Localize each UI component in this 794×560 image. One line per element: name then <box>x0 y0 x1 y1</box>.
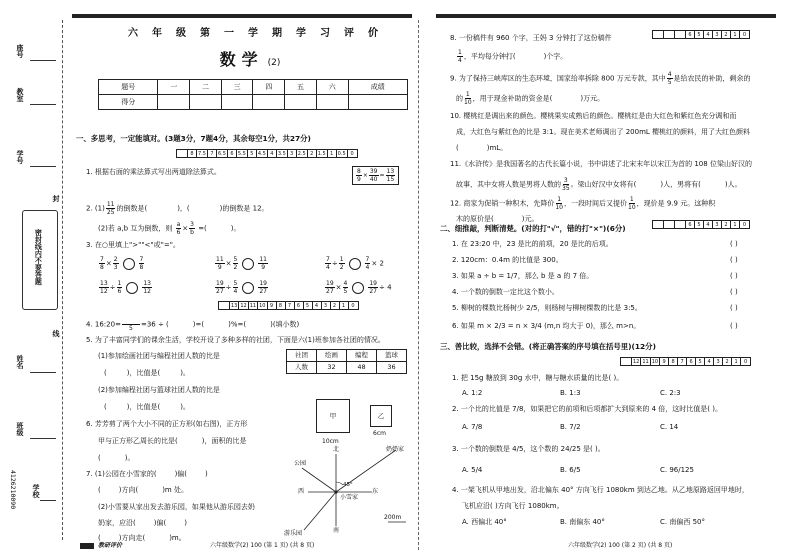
grade-cell[interactable]: 2 <box>722 31 731 38</box>
q8-fraction: $\frac{1}{4}$ <box>458 49 462 64</box>
map-scale-label: 200m <box>384 514 402 521</box>
grade-cell[interactable]: 0.5 <box>337 151 346 157</box>
grade-cell[interactable] <box>653 221 664 228</box>
q3-item-2: $\frac{11}{9}$ × $\frac{5}{2}$ $\frac{11}{9}$ <box>216 256 267 271</box>
mc-4-option-b[interactable]: B. 南偏东 40° <box>560 518 605 526</box>
grade-cell[interactable]: 4 <box>704 221 713 228</box>
q5-2-text: (2)参加编程社团与篮球社团人数的比是 <box>98 386 220 394</box>
q11-line2: 故事，其中女将人数是男将人数的 $\frac{3}{35}$ 。梁山好汉中女将有( )人，男将有( )人。 <box>456 177 742 192</box>
club-table-header <box>287 350 407 362</box>
grade-cell[interactable]: 5 <box>695 31 704 38</box>
grade-cell[interactable]: 2 <box>331 302 340 309</box>
q2-fraction: $\frac{11}{25}$ <box>106 201 115 216</box>
score-entry[interactable] <box>158 95 190 110</box>
exam-code: 4126210090 <box>8 470 17 510</box>
grade-cell[interactable]: 7 <box>678 358 687 365</box>
margin-label-id: 学号 <box>16 150 24 164</box>
exam-title: 六年级第一学期学习评价 <box>128 28 392 39</box>
grade-cell[interactable]: 7.5 <box>198 151 206 157</box>
square-a: 甲 <box>316 399 350 433</box>
grade-cell[interactable]: 11 <box>642 359 649 365</box>
q9-fraction: $\frac{4}{5}$ <box>667 71 672 86</box>
grade-cell[interactable]: 7 <box>286 302 295 309</box>
score-entry[interactable] <box>190 95 222 110</box>
map-path-funpark <box>304 492 336 530</box>
q2-1: 2. (1) $\frac{11}{25}$ 的倒数是( )，( )的倒数是 12。 <box>86 201 269 216</box>
grade-cell[interactable]: 4.5 <box>257 151 266 157</box>
grade-cell[interactable]: 1 <box>340 302 349 309</box>
grade-box-1 <box>176 149 358 158</box>
subject-edition: (2) <box>267 58 281 68</box>
grade-cell[interactable]: 5 <box>696 358 705 365</box>
grade-cell[interactable]: 6 <box>686 221 695 228</box>
score-cell: 五 <box>285 80 317 95</box>
q12-fraction-2: $\frac{1}{10}$ <box>628 196 636 211</box>
score-cell: 一 <box>158 80 190 95</box>
grade-cell[interactable]: 8 <box>277 302 286 309</box>
map-south: 南 <box>333 527 340 534</box>
grade-cell[interactable]: 6 <box>686 31 695 38</box>
mc-3-option-c[interactable]: C. 96/125 <box>660 466 694 474</box>
tf-answer-3[interactable]: ( ) <box>730 272 738 280</box>
q5-1-answer: ( )，比值是( )。 <box>104 369 190 377</box>
grade-box-12 <box>652 220 750 229</box>
q12-line2: 木的原价是( )元。 <box>456 215 539 223</box>
grade-cell[interactable]: 11 <box>249 303 257 309</box>
compare-circle[interactable] <box>123 258 135 270</box>
score-cell: 二 <box>190 80 222 95</box>
footer-brand-mark <box>80 543 94 549</box>
tf-answer-4[interactable]: ( ) <box>730 288 738 296</box>
mc-2-option-c[interactable]: C. 14 <box>660 423 679 431</box>
q9-fraction-2: $\frac{1}{10}$ <box>464 91 472 106</box>
map-grandma: 奶奶家 <box>386 446 405 453</box>
tf-item-5: 5. 柳树的棵数比杨树少 2/5，则杨树与柳树棵数的比是 3:5。 <box>452 304 642 312</box>
map-home: 小雪家 <box>340 494 359 501</box>
club-cell: 编程 <box>347 350 377 362</box>
seal-dash-line <box>62 20 63 540</box>
margin-field-class[interactable] <box>30 438 56 439</box>
q7-2-text: (2)小雪要从家出发去游乐园，如果他从游乐园去奶 <box>98 503 255 511</box>
grade-cell[interactable]: 0 <box>742 222 747 228</box>
grade-cell[interactable] <box>219 302 230 309</box>
mc-1-option-b[interactable]: B. 1:3 <box>560 389 581 397</box>
grade-cell[interactable]: 1 <box>732 358 741 365</box>
club-cell: 人数 <box>287 362 317 374</box>
grade-cell[interactable] <box>621 358 632 365</box>
cut-mark-line: 线 <box>52 330 60 337</box>
q5-1-text: (1)参加绘画社团与编程社团人数的比是 <box>98 352 220 360</box>
q11-text: 11.《水浒传》是我国著名的古代长篇小说，书中讲述了北宋末年以宋江为首的 108 位梁山好汉的 <box>450 160 752 168</box>
page-divider <box>418 20 419 550</box>
grade-cell[interactable]: 5 <box>304 302 313 309</box>
tf-answer-2[interactable]: ( ) <box>730 256 738 264</box>
q2-2: (2)若 a,b 互为倒数，则 $\frac{a}{6}$ × $\frac{3}{b}$ =( )。 <box>98 221 241 236</box>
grade-cell[interactable]: 8 <box>669 358 678 365</box>
section-2-heading: 二、细推敲，判断清楚。(对的打"√"，错的打"×")(6分) <box>440 224 626 233</box>
q3-item-1: $\frac{7}{8}$ × $\frac{2}{3}$ $\frac{7}{8}$ <box>100 256 144 271</box>
square-b-size: 6cm <box>373 430 386 437</box>
q10-text: 10. 樱桃红是调出来的颜色。樱桃果实成熟后的颜色。樱桃红是由大红色和紫红色充分调和而 <box>450 112 737 120</box>
grade-cell[interactable]: 10 <box>259 303 266 309</box>
grade-box-8 <box>652 30 750 39</box>
q10-line3: ( )mL。 <box>456 144 508 152</box>
grade-cell[interactable]: 0 <box>350 151 354 157</box>
tf-item-6: 6. 如果 m × 2/3 = n × 3/4 (m,n 均大于 0)，那么 m>n。 <box>452 322 641 330</box>
mc-1-question: 1. 把 15g 糖放到 30g 水中，糖与糖水质量的比是( )。 <box>452 374 624 382</box>
mc-4-question: 4. 一架飞机从甲地出发，沿北偏东 40° 方向飞行 1080km 到达乙地。从乙地原路返回甲地时， <box>452 486 749 494</box>
q6-line3: ( )。 <box>98 454 135 462</box>
q4-fraction[interactable]: 5 <box>122 317 140 332</box>
club-cell: 绘画 <box>317 350 347 362</box>
grade-cell[interactable]: 3 <box>713 221 722 228</box>
square-a-size: 10cm <box>322 438 339 445</box>
map-angle-arc <box>336 482 343 485</box>
grade-cell[interactable]: 6 <box>687 358 696 365</box>
q5-text: 5. 为了丰富同学们的课余生活，学校开设了多种多样的社团，下面是六(1)班参加各社团的情况。 <box>86 336 385 344</box>
q3-item-3: $\frac{7}{4}$ ÷ $\frac{1}{2}$ $\frac{7}{4}$ × 2 <box>326 256 384 271</box>
grade-cell[interactable]: 3 <box>288 150 297 157</box>
score-entry[interactable] <box>348 95 407 110</box>
grade-cell[interactable]: 4 <box>268 150 277 157</box>
q7-1-text: 7. (1)公园在小雪家的( )偏( ) <box>86 470 208 478</box>
margin-field-name[interactable] <box>30 372 56 373</box>
margin-field-room[interactable] <box>30 104 56 105</box>
grade-cell[interactable]: 2 <box>308 150 317 157</box>
club-cell: 48 <box>347 362 377 374</box>
club-table <box>286 349 407 374</box>
subject-name: 数学 <box>219 50 264 69</box>
score-entry[interactable] <box>253 95 285 110</box>
margin-field-id[interactable] <box>30 166 56 167</box>
score-entry[interactable] <box>221 95 253 110</box>
club-cell: 篮球 <box>377 350 407 362</box>
mc-3-option-b[interactable]: B. 6/5 <box>560 466 581 474</box>
score-cell: 六 <box>316 80 348 95</box>
map-angle-label: 45° <box>343 482 353 488</box>
grade-cell[interactable]: 0 <box>744 359 748 365</box>
q7-2-line3: ( )方向走( )m。 <box>98 534 186 542</box>
grade-cell[interactable]: 9 <box>268 302 277 309</box>
grade-cell[interactable]: 0 <box>351 303 355 309</box>
mc-2-question: 2. 一个比的比值是 7/8，如果把它的前项和后项都扩大到原来的 4 倍，这时比值是( )。 <box>452 405 722 413</box>
footer-page-right: 六年级数学(2) 100 (第 2 页) (共 8 页) <box>568 542 673 549</box>
mc-2-option-a[interactable]: A. 7/8 <box>462 423 483 431</box>
q10-line2: 成，大红色与紫红色的比是 3:1。现在美术老师调出了 200mL 樱桃红的颜料，用了大红色颜料 <box>456 128 751 136</box>
grade-cell[interactable]: 3 <box>714 358 723 365</box>
q9-text: 9. 为了保持三峡库区的生态环境，国家给率拆除 800 万元专款，其中 $\frac{4}{5}$ 是给农民的补助，剩余的 <box>450 71 751 86</box>
q7-2-line2: 奶家，应沿( )偏( ) <box>98 519 187 527</box>
grade-cell[interactable]: 1.5 <box>317 151 326 157</box>
grade-cell[interactable]: 12 <box>240 303 247 309</box>
grade-box-3 <box>218 301 359 310</box>
score-entry[interactable] <box>285 95 317 110</box>
grade-cell[interactable]: 3 <box>322 302 331 309</box>
club-table-row <box>287 362 407 374</box>
q8-line2: $\frac{1}{4}$ ，平均每分钟打( )个字。 <box>458 49 568 64</box>
grade-cell[interactable]: 3.5 <box>277 151 286 157</box>
section-3-heading: 三、善比较，选择不会错。(将正确答案的序号填在括号里)(12分) <box>440 342 656 351</box>
mc-1-option-c[interactable]: C. 2:3 <box>660 389 681 397</box>
q8-text: 8. 一份稿件有 960 个字，王妈 3 分钟打了这份稿件 <box>450 34 612 42</box>
grade-cell[interactable]: 2.5 <box>297 151 306 157</box>
score-label: 得分 <box>99 95 158 110</box>
score-entry[interactable] <box>316 95 348 110</box>
top-bar-left <box>72 14 412 18</box>
margin-label-school: 学校 <box>32 484 40 498</box>
map-east: 东 <box>372 488 379 495</box>
grade-cell[interactable]: 4 <box>313 302 322 309</box>
grade-cell[interactable]: 0 <box>742 32 747 38</box>
seal-box <box>22 210 58 310</box>
margin-label-seat: 座号 <box>16 44 24 58</box>
compare-circle[interactable] <box>126 282 138 294</box>
tf-answer-1[interactable]: ( ) <box>730 240 738 248</box>
square-b: 乙 <box>370 405 392 427</box>
grade-cell[interactable]: 6 <box>295 302 304 309</box>
grade-cell[interactable]: 1 <box>731 31 740 38</box>
cut-mark-seal: 封 <box>52 195 60 202</box>
q6-line2: 甲与正方形乙周长的比是( )，面积的比是 <box>98 437 247 445</box>
score-cell: 题号 <box>99 80 158 95</box>
q12-fraction: $\frac{1}{10}$ <box>555 196 563 211</box>
q1-text: 1. 根据右面的乘法算式写出两道除法算式。 <box>86 168 221 176</box>
compare-circle[interactable] <box>242 282 254 294</box>
mc-4-option-c[interactable]: C. 南偏西 50° <box>660 518 705 526</box>
margin-field-school[interactable] <box>40 500 56 501</box>
top-bar-right <box>436 14 776 18</box>
compare-circle[interactable] <box>242 258 254 270</box>
grade-cell[interactable]: 5 <box>695 221 704 228</box>
grade-cell[interactable]: 6 <box>228 150 237 157</box>
grade-cell[interactable]: 7 <box>208 150 217 157</box>
score-table-header-row <box>99 80 408 95</box>
q1-formula-box: $\frac{8}{9}$ × $\frac{39}{40}$ = $\frac{13}{15}$ <box>352 166 399 185</box>
tf-item-1: 1. 在 23:20 中，23 是比的前项，20 是比的后项。 <box>452 240 613 248</box>
q5-2-answer: ( )，比值是( )。 <box>104 403 190 411</box>
mc-3-question: 3. 一个数的倒数是 4/5，这个数的 24/25 是( )。 <box>452 445 605 453</box>
q3-item-4: $\frac{13}{12}$ ÷ $\frac{1}{6}$ $\frac{13}{12}$ <box>100 280 151 295</box>
compare-circle[interactable] <box>349 258 361 270</box>
footer-page-left: 六年级数学(2) 100 (第 1 页) (共 8 页) <box>210 542 315 549</box>
grade-cell[interactable] <box>675 31 686 38</box>
binding-margin <box>0 0 62 560</box>
q6-text: 6. 芳芳剪了两个大小不同的正方形(如右图)，正方形 <box>86 420 248 428</box>
q4-text: 4. 16:20= 5 =36 ÷ ( )=( )%=( )(填小数) <box>86 317 299 332</box>
grade-cell[interactable]: 1 <box>328 150 337 157</box>
seal-text: 密封线内不要答题 <box>34 229 43 285</box>
mc-4-question-line2: 飞机应沿( )方向飞行 1080km。 <box>462 502 564 510</box>
tf-item-4: 4. 一个数的倒数一定比这个数小。 <box>452 288 559 296</box>
grade-cell[interactable]: 9 <box>660 358 669 365</box>
q3-text: 3. 在○里填上">""<"或"="。 <box>86 241 180 249</box>
mc-4-option-a[interactable]: A. 西偏北 40° <box>462 518 507 526</box>
grade-cell[interactable]: 2 <box>722 221 731 228</box>
grade-box-section3 <box>620 357 751 366</box>
grade-cell[interactable]: 13 <box>231 303 238 309</box>
grade-cell[interactable]: 5 <box>248 150 257 157</box>
mc-2-option-b[interactable]: B. 7/2 <box>560 423 581 431</box>
grade-cell[interactable]: 3 <box>713 31 722 38</box>
grade-cell[interactable]: 10 <box>651 359 659 365</box>
q3-item-5: $\frac{19}{27}$ ÷ $\frac{5}{4}$ $\frac{19}{27}$ <box>216 280 267 295</box>
subject-title <box>180 50 320 69</box>
margin-field-seat[interactable] <box>30 60 56 61</box>
tf-answer-6[interactable]: ( ) <box>730 322 738 330</box>
grade-cell[interactable]: 12 <box>633 359 640 365</box>
grade-cell[interactable] <box>664 31 675 38</box>
mc-3-option-a[interactable]: A. 5/4 <box>462 466 483 474</box>
q3-item-6: $\frac{19}{27}$ × $\frac{4}{5}$ $\frac{19}{27}$ ÷ 4 <box>326 280 392 295</box>
score-cell: 四 <box>253 80 285 95</box>
q9-line2: 的 $\frac{1}{10}$ ，用于现金补助的资金是( )万元。 <box>456 91 605 106</box>
q11-fraction: $\frac{3}{35}$ <box>562 177 570 192</box>
map-west: 西 <box>298 488 305 495</box>
tf-item-3: 3. 如果 a ÷ b = 1/7，那么 b 是 a 的 7 倍。 <box>452 272 594 280</box>
club-cell: 36 <box>377 362 407 374</box>
tf-item-2: 2. 120cm：0.4m 的比值是 300。 <box>452 256 563 264</box>
q12-text: 12. 商家为促销一种积木，先降价 $\frac{1}{10}$ ，一段时间后又提价 $\frac{1}{10}$ ，现价是 9.9 元。这种积 <box>450 196 716 211</box>
grade-cell[interactable] <box>177 150 188 157</box>
grade-cell[interactable] <box>653 31 664 38</box>
grade-cell[interactable] <box>664 221 675 228</box>
grade-cell[interactable]: 1 <box>731 221 740 228</box>
grade-cell[interactable]: 2 <box>723 358 732 365</box>
map-park: 公园 <box>294 460 307 467</box>
margin-label-room: 教室 <box>16 88 24 102</box>
grade-cell[interactable]: 4 <box>704 31 713 38</box>
grade-cell[interactable]: 8 <box>188 150 197 157</box>
map-home-dot <box>334 490 337 493</box>
grade-cell[interactable] <box>675 221 686 228</box>
compare-circle[interactable] <box>352 282 364 294</box>
grade-cell[interactable]: 5.5 <box>237 151 246 157</box>
map-north: 北 <box>333 446 340 453</box>
section-1-heading: 一、多思考，一定能填对。(3题3分，7题4分，其余每空1分，共27分) <box>76 134 311 143</box>
footer-brand: 教研评价 <box>98 542 123 549</box>
q7-1-line2: ( )方向( )m 处。 <box>98 486 188 494</box>
map-funpark: 游乐园 <box>284 530 303 537</box>
map-path-park <box>302 468 336 492</box>
score-table-score-row <box>99 95 408 110</box>
mc-1-option-a[interactable]: A. 1:2 <box>462 389 483 397</box>
tf-answer-5[interactable]: ( ) <box>730 304 738 312</box>
margin-label-name: 姓名 <box>16 355 24 369</box>
club-cell: 32 <box>317 362 347 374</box>
score-cell: 成绩 <box>348 80 407 95</box>
grade-cell[interactable]: 4 <box>705 358 714 365</box>
score-table <box>98 79 408 110</box>
grade-cell[interactable]: 6.5 <box>217 151 226 157</box>
margin-label-class: 班级 <box>16 422 24 436</box>
score-cell: 三 <box>221 80 253 95</box>
club-cell: 社团 <box>287 350 317 362</box>
